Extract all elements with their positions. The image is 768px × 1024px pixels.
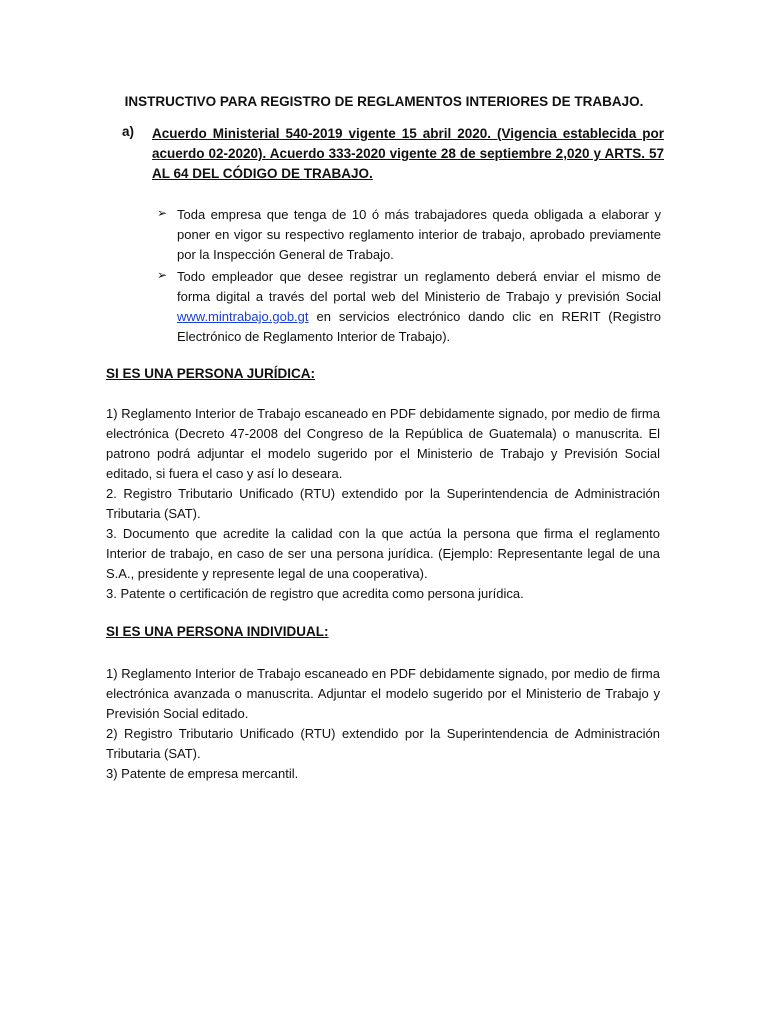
bullet-list <box>155 205 661 349</box>
requirement-item: 3) Patente de empresa mercantil. <box>106 766 299 781</box>
requirement-item: 2. Registro Tributario Unificado (RTU) extendido por la Superintendencia de Administración Tributaria (SAT). <box>106 486 660 521</box>
bullet-item <box>155 267 661 347</box>
requirement-item: 3. Patente o certificación de registro que acredita como persona jurídica. <box>106 586 524 601</box>
juridica-heading: SI ES UNA PERSONA JURÍDICA: <box>106 366 316 381</box>
requirement-item: 3. Documento que acredite la calidad con la que actúa la persona que firma el reglamento Interior de trabajo, en caso de ser una persona jurídica. (Ejemplo: Representante legal de una S.A., presidente y represente legal de una cooperativa). <box>106 526 660 581</box>
arrow-bullet-icon: ➢ <box>157 206 168 220</box>
requirement-item: 1) Reglamento Interior de Trabajo escaneado en PDF debidamente signado, por medio de firma electrónica avanzada o manuscrita. Adjuntar el modelo sugerido por el Ministerio de Trabajo y Previsión Social editado. <box>106 666 660 721</box>
bullet-text: Toda empresa que tenga de 10 ó más trabajadores queda obligada a elaborar y poner en vigor su respectivo reglamento interior de trabajo, aprobado previamente por la Inspección General de Trabajo. <box>177 207 661 262</box>
mintrabajo-link[interactable]: www.mintrabajo.gob.gt <box>177 309 309 324</box>
section-a-marker: a) <box>122 124 135 139</box>
bullet-text-before: Todo empleador que desee registrar un reglamento deberá enviar el mismo de forma digital a través del portal web del Ministerio de Trabajo y previsión Social <box>177 269 661 304</box>
arrow-bullet-icon: ➢ <box>157 268 168 282</box>
section-a-end: . <box>369 166 373 181</box>
bullet-text-after: en servicios electrónico dando clic en RERIT (Registro Electrónico de Reglamento Interior de Trabajo). <box>177 309 661 344</box>
individual-requirements <box>106 664 660 784</box>
requirement-item: 1) Reglamento Interior de Trabajo escaneado en PDF debidamente signado, por medio de firma electrónica (Decreto 47-2008 del Congreso de la República de Guatemala) o manuscrita. El patrono podrá adjuntar el modelo sugerido por el Ministerio de Trabajo y Previsión Social editado, si fuera el caso y así lo deseara. <box>106 406 660 481</box>
section-a-body: Acuerdo Ministerial 540-2019 vigente 15 abril 2020. (Vigencia establecida por acuerdo 02-2020). Acuerdo 333-2020 vigente 28 de septiembre 2,020 y ARTS. 57 AL 64 DEL CÓDIGO DE TRABAJO <box>152 126 664 181</box>
juridica-requirements <box>106 404 660 604</box>
section-a-text <box>152 124 664 184</box>
bullet-text <box>177 267 661 347</box>
section-a <box>124 124 664 184</box>
bullet-item <box>155 205 661 265</box>
document-title: INSTRUCTIVO PARA REGISTRO DE REGLAMENTOS INTERIORES DE TRABAJO. <box>124 94 644 109</box>
requirement-item: 2) Registro Tributario Unificado (RTU) extendido por la Superintendencia de Administración Tributaria (SAT). <box>106 726 660 761</box>
individual-heading: SI ES UNA PERSONA INDIVIDUAL: <box>106 624 329 639</box>
